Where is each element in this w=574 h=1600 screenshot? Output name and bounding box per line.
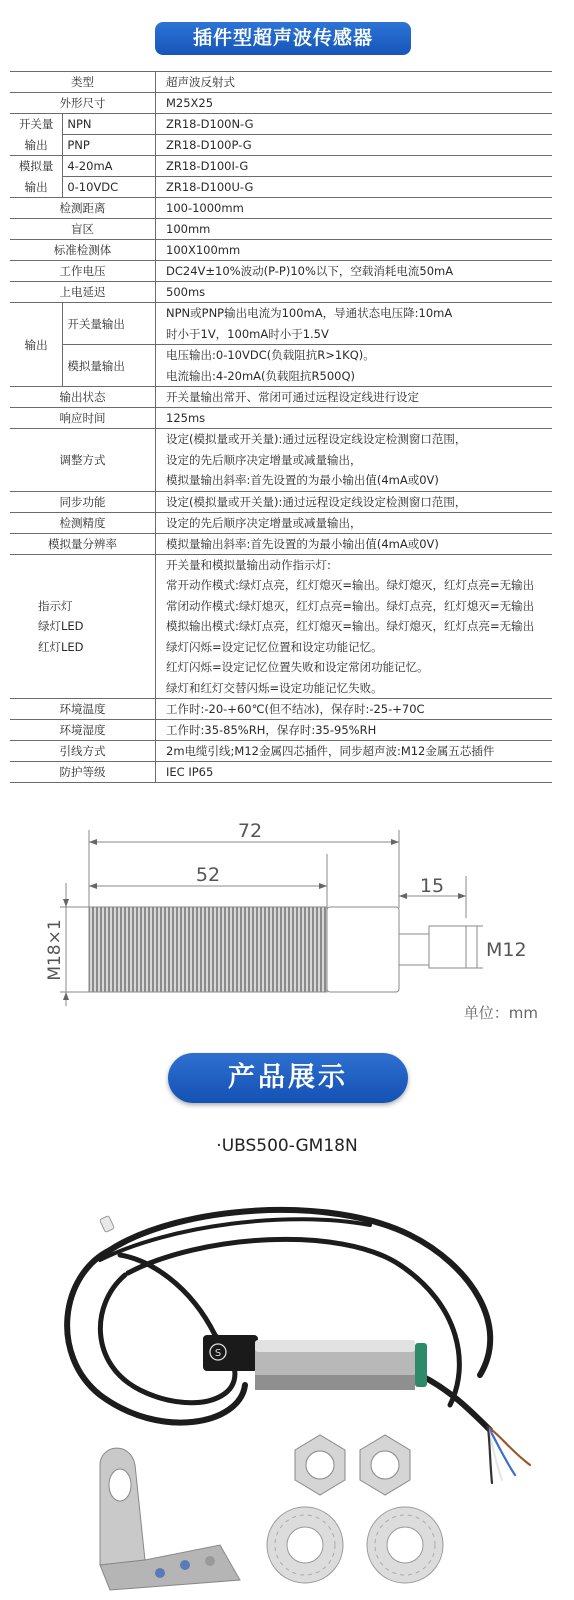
spec-label: 盲区: [10, 219, 156, 240]
spec-value: 超声波反射式: [156, 72, 553, 93]
spec-group-label: 输出: [10, 303, 63, 387]
table-row: [10, 762, 552, 783]
sensor-head: [327, 907, 399, 992]
spec-label: 检测精度: [10, 512, 156, 533]
table-row: [10, 741, 552, 762]
spec-label: 环境温度: [10, 699, 156, 720]
spec-label: 上电延迟: [10, 282, 156, 303]
table-row: [10, 156, 552, 177]
spec-label: 外形尺寸: [10, 93, 156, 114]
table-row: [10, 177, 552, 198]
spec-value: 电压输出:0-10VDC(负载阻抗R>1KQ)。 电流输出:4-20mA(负载阻抗R500Q): [156, 345, 553, 387]
dim-plug-label: M12: [486, 939, 527, 961]
spec-label: 环境湿度: [10, 720, 156, 741]
dimension-drawing: [0, 800, 574, 1030]
spec-value: 100X100mm: [156, 240, 553, 261]
table-row: [10, 93, 552, 114]
spec-value: IEC IP65: [156, 762, 553, 783]
spec-value: 2m电缆引线;M12金属四芯插件，同步超声波:M12金属五芯插件: [156, 741, 553, 762]
table-row: [10, 198, 552, 219]
table-row: [10, 699, 552, 720]
spec-label: 类型: [10, 72, 156, 93]
dim-body-label: 52: [195, 864, 221, 886]
spec-value: 500ms: [156, 282, 553, 303]
table-row: [10, 408, 552, 429]
hex-nuts: [295, 1435, 410, 1495]
table-row: [10, 491, 552, 512]
spec-label: 调整方式: [10, 429, 156, 492]
table-row: [10, 261, 552, 282]
spec-label: 4-20mA: [63, 156, 156, 177]
product-photo: [40, 1165, 560, 1595]
product-model-label: ·UBS500-GM18N: [216, 1136, 358, 1156]
table-row: [10, 282, 552, 303]
showcase-title-banner: 产品展示: [168, 1053, 408, 1103]
spec-value: 模拟量输出斜率:首先设置的为最小输出值(4mA或0V): [156, 533, 553, 554]
spec-value: 开关量输出常开、常闭可通过远程设定线进行设定: [156, 387, 553, 408]
page-title-banner: 插件型超声波传感器: [155, 22, 411, 55]
spec-value: ZR18-D100I-G: [156, 156, 553, 177]
dim-conn-label: 15: [419, 875, 445, 897]
table-row: [10, 345, 552, 387]
sensor-mark-icon: S: [214, 1348, 222, 1359]
sensor-product: [203, 1335, 427, 1390]
table-row: [10, 554, 552, 699]
spec-value: 设定(模拟量或开关量):通过远程设定线设定检测窗口范围， 设定的先后顺序决定增量或减量输出， 模拟量输出斜率:首先设置的为最小输出值(4mA或0V): [156, 429, 553, 492]
spec-label: 模拟量输出: [63, 345, 156, 387]
sensor-plug: [429, 926, 466, 968]
spec-value: ZR18-D100P-G: [156, 135, 553, 156]
sensor-thread-body: [89, 907, 327, 992]
spec-label: 检测距离: [10, 198, 156, 219]
table-row: [10, 219, 552, 240]
spec-value: ZR18-D100U-G: [156, 177, 553, 198]
table-row: [10, 429, 552, 492]
table-row: [10, 240, 552, 261]
spec-label: PNP: [63, 135, 156, 156]
spec-value: 100mm: [156, 219, 553, 240]
spec-label: 0-10VDC: [63, 177, 156, 198]
spec-value: 100-1000mm: [156, 198, 553, 219]
table-row: [10, 72, 552, 93]
spec-label: 防护等级: [10, 762, 156, 783]
table-row: [10, 387, 552, 408]
spec-label: 同步功能: [10, 491, 156, 512]
sensor-neck: [399, 934, 429, 965]
spec-label: 输出状态: [10, 387, 156, 408]
wire-ends: [488, 1427, 530, 1483]
cable-tie: [100, 1216, 115, 1233]
mounting-bracket: [100, 1448, 240, 1590]
spec-label: NPN: [63, 114, 156, 135]
spec-label: 指示灯 绿灯LED 红灯LED: [10, 554, 156, 699]
spec-value: 工作时:35-85%RH，保存时:35-95%RH: [156, 720, 553, 741]
spec-label: 工作电压: [10, 261, 156, 282]
spec-value: M25X25: [156, 93, 553, 114]
dim-total-label: 72: [237, 820, 263, 842]
spec-value: 设定的先后顺序决定增量或减量输出，: [156, 512, 553, 533]
table-row: [10, 533, 552, 554]
unit-label: 单位：mm: [463, 1004, 538, 1022]
table-row: [10, 135, 552, 156]
spec-label: 引线方式: [10, 741, 156, 762]
dim-thread-label: M18×1: [45, 919, 65, 981]
spec-group-label: 开关量 输出: [10, 114, 63, 156]
spec-value: ZR18-D100N-G: [156, 114, 553, 135]
spec-table: [10, 71, 552, 783]
lock-washers: [267, 1507, 443, 1583]
spec-value: 开关量和模拟量输出动作指示灯: 常开动作模式:绿灯点亮，红灯熄灭=输出。绿灯熄灭，红灯点亮=无输出 常闭动作模式:绿灯熄灭，红灯点亮=输出。绿灯点亮，红灯熄灭=无输出 模拟输出模式:绿灯点亮，红灯熄灭=输出。绿灯熄灭，红灯点亮=无输出 绿灯闪烁=设定记忆位置和设定功能记忆。 红灯闪烁=设定记忆位置失败和设定常闭功能记忆。 绿灯和红灯交替闪烁=设定功能记忆失败。: [156, 554, 553, 699]
spec-value: DC24V±10%波动(P-P)10%以下，空载消耗电流50mA: [156, 261, 553, 282]
table-row: [10, 512, 552, 533]
spec-value: 设定(模拟量或开关量):通过远程设定线设定检测窗口范围，: [156, 491, 553, 512]
spec-value: 工作时:-20-+60℃(但不结冰)，保存时:-25-+70C: [156, 699, 553, 720]
spec-label: 响应时间: [10, 408, 156, 429]
spec-label: 开关量输出: [63, 303, 156, 345]
cable-coil: [67, 1210, 490, 1430]
spec-label: 标准检测体: [10, 240, 156, 261]
table-row: [10, 114, 552, 135]
spec-group-label: 模拟量 输出: [10, 156, 63, 198]
spec-value: 125ms: [156, 408, 553, 429]
spec-value: NPN或PNP输出电流为100mA，导通状态电压降:10mA 时小于1V，100mA时小于1.5V: [156, 303, 553, 345]
table-row: [10, 303, 552, 345]
spec-label: 模拟量分辨率: [10, 533, 156, 554]
table-row: [10, 720, 552, 741]
